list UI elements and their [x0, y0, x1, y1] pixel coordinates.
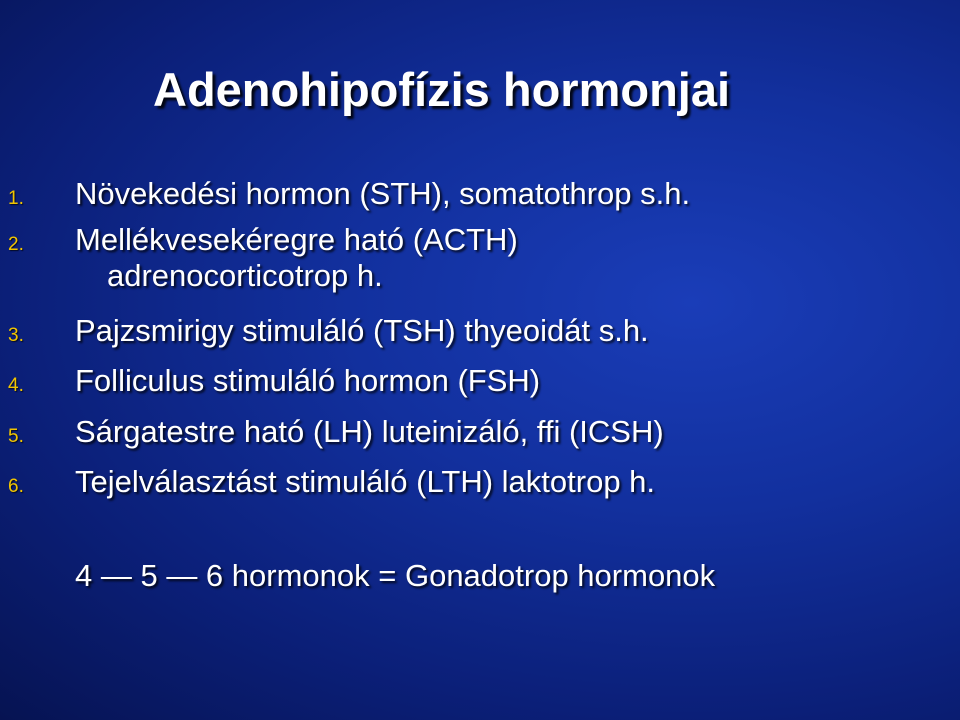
- list-item-text: Folliculus stimuláló hormon (FSH): [75, 363, 541, 398]
- list-item-number: 3.: [8, 325, 24, 346]
- list-item-number: 4.: [8, 375, 24, 396]
- list-item-text: Pajzsmirigy stimuláló (TSH) thyeoidát s.h.: [75, 313, 649, 348]
- list-item-number: 6.: [8, 476, 24, 497]
- list-item-text: Növekedési hormon (STH), somatothrop s.h.: [75, 176, 691, 211]
- list-item-number: 2.: [8, 234, 24, 255]
- gonadotrop-summary: 4 — 5 — 6 hormonok = Gonadotrop hormonok: [75, 558, 716, 593]
- list-item-text: Sárgatestre ható (LH) luteinizáló, ffi (ICSH): [75, 414, 664, 449]
- list-item-continuation: adrenocorticotrop h.: [107, 258, 383, 293]
- slide-title: Adenohipofízis hormonjai: [153, 63, 731, 116]
- list-item-number: 1.: [8, 188, 24, 209]
- list-item-number: 5.: [8, 426, 24, 447]
- list-item-text: Mellékvesekéregre ható (ACTH) adrenocorticotrop h.: [75, 222, 518, 293]
- list-item-text: Tejelválasztást stimuláló (LTH) laktotrop h.: [75, 464, 656, 499]
